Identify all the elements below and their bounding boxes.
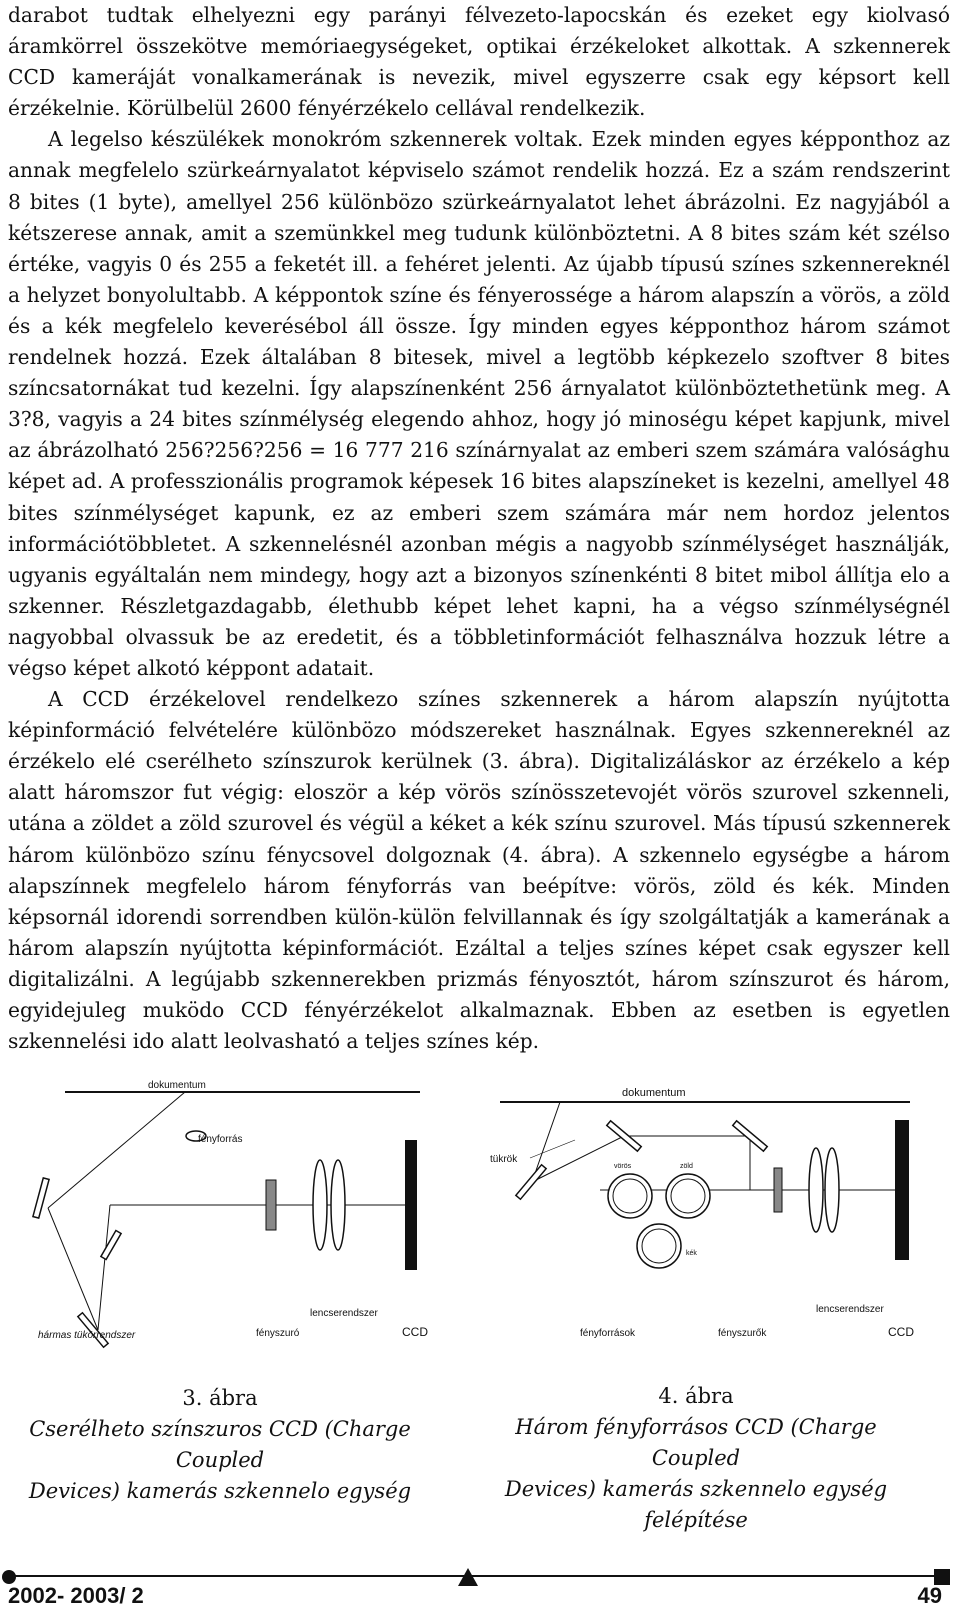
light-source-green (666, 1174, 710, 1218)
label-lencserendszer: lencserendszer (816, 1304, 884, 1315)
figure-4-caption-line-1: Három fényforrásos CCD (Charge Coupled (515, 1415, 877, 1470)
lens-1 (809, 1148, 823, 1232)
ray-2 (48, 1208, 98, 1330)
paragraph-3: A CCD érzékelovel rendelkezo színes szkennerek a három alapszín nyújtotta képinformáció felvételére különbözo módszereket használnak. Egyes szkennereknél az érzékelo elé cserélheto színszurok kerülnek (3. ábra). Digitalizáláskor az érzékelo a kép alatt háromszor fut végig: eloször a kép vörös színösszetevojét vörös szurovel szkenneli, utána a zöldet a zöld szurovel és végül a kéket a kék színu szurovel. Más típusú szkennerek három különbözo színu fénycsovel dolgoznak (4. ábra). A szkennelo egységbe a három alapszínnek megfelelo három fényforrás van beépítve: vörös, zöld és kék. Minden képsornál idorendi sorrendben külön-külön felvillannak és így szolgáltatják a kamerának a három alapszín nyújtotta képinformációt. Ezáltal a teljes színes képet csak egyszer kell digitalizálni. A legújabb szkennerekben prizmás fényosztót, három színszurot és három, egyidejuleg muködo CCD fényérzékelot alkalmaznak. Ebben az esetben is egyetlen szkennelési ido alatt leolvasható a teljes színes kép. (8, 687, 950, 1054)
figure-3-number: 3. ábra (182, 1386, 258, 1410)
label-dokumentum: dokumentum (622, 1087, 686, 1099)
label-fenyforras: fényforrás (198, 1134, 243, 1145)
footer-circle-marker (2, 1570, 16, 1584)
label-kek: kék (686, 1250, 697, 1257)
footer-triangle-marker (458, 1568, 478, 1586)
light-source-blue (637, 1224, 681, 1268)
figure-3-caption (10, 1383, 430, 1507)
label-lencserendszer: lencserendszer (310, 1308, 378, 1319)
color-filter (774, 1168, 782, 1212)
paragraph-2: A legelso készülékek monokróm szkennerek voltak. Ezek minden egyes képponthoz az annak megfelelo szürkeárnyalatot képviselo számot rendelik hozzá. Ez a szám rendszerint 8 bites (1 byte), amellyel 256 különbözo szürkeárnyalatot lehet ábrázolni. Ez nagyjából a kétszerese annak, amit a szemünkkel meg tudunk különböztetni. A 8 bites szám két szélso értéke, vagyis 0 és 255 a feketét ill. a fehéret jelenti. Az újabb típusú színes szkennereknél a helyzet bonyolultabb. A képpontok színe és fényerossége a három alapszín a vörös, a zöld és a kék megfelelo keverésébol áll össze. Így minden egyes képponthoz három számot rendelnek hozzá. Ezek általában 8 bitesek, mivel a legtöbb képkezelo szoftver 8 bites színcsatornákat tud kezelni. Így alapszínenként 256 árnyalatot különböztethetünk meg. A 3?8, vagyis a 24 bites színmélység elegendo ahhoz, hogy jó minoségu képet kapjunk, mivel az ábrázolható 256?256?256 = 16 777 216 színárnyalat az emberi szem számára valósághu képet ad. A professzionális programok képesek 16 bites alapszíneket is kezelni, amellyel 48 bites színmélységet kapunk, ez az emberi szem számára már nem hordoz jelentos információtöbbletet. A szkennelésnél azonban mégis a nagyobb színmélységet használják, ugyanis egyáltalán nem mindegy, hogy azt a bizonyos színenkénti 8 bitet mibol állítja elo a szkenner. Részletgazdagabb, élethubb képet lehet kapni, ha a végso színmélységnél nagyobbal olvassuk be az eredetit, és a többletinformációt felhasználva hozzuk létre a végso képet alkotó képpont adatait. (8, 127, 950, 680)
figure-3-svg (30, 1080, 450, 1380)
footer-markers (0, 1566, 960, 1588)
ray-1 (48, 1092, 185, 1208)
label-tukrok: tükrök (490, 1154, 518, 1165)
mirror-1 (516, 1165, 546, 1199)
ray-3 (98, 1205, 110, 1330)
label-fenyszurok: fényszurők (718, 1328, 767, 1339)
label-fenyforrasok: fényforrások (580, 1328, 636, 1339)
label-zold: zöld (680, 1163, 693, 1170)
light-source-red (608, 1174, 652, 1218)
figure-3-caption-line-1: Cserélheto színszuros CCD (Charge Coupled (29, 1417, 411, 1472)
figure-4-number: 4. ábra (658, 1384, 734, 1408)
label-dokumentum: dokumentum (148, 1080, 206, 1091)
figure-4-caption-line-2: Devices) kamerás szkennelo egység felépítése (504, 1477, 888, 1532)
pointer-line (530, 1140, 575, 1158)
ccd-sensor (405, 1140, 417, 1270)
footer-issue: 2002- 2003/ 2 (8, 1583, 144, 1608)
lens-2 (331, 1160, 345, 1250)
label-ccd: CCD (888, 1325, 914, 1339)
label-harmas-tukorrendszer: hármas tükörrendszer (38, 1330, 136, 1341)
lens-1 (313, 1160, 327, 1250)
figure-3-diagram (30, 1080, 450, 1380)
article-text (8, 0, 950, 1057)
figure-4-diagram (490, 1080, 940, 1380)
mirror-3 (101, 1231, 121, 1260)
footer-page-number: 49 (917, 1583, 942, 1608)
label-ccd: CCD (402, 1325, 428, 1339)
label-voros: vörös (614, 1163, 632, 1170)
paragraph-1: darabot tudtak elhelyezni egy parányi félvezeto-lapocskán és ezeket egy kiolvasó áramkörrel összekötve memóriaegységeket, optikai érzékeloket alkottak. A szkennerek CCD kameráját vonalkamerának is nevezik, mivel egyszerre csak egy képsort kell érzékelnie. Körülbelül 2600 fényérzékelo cellával rendelkezik. (8, 3, 950, 121)
label-fenyszuro: fényszuró (256, 1328, 300, 1339)
figure-4-svg (490, 1080, 940, 1380)
mirror-1 (33, 1178, 49, 1218)
figure-4-caption (476, 1381, 916, 1536)
figure-3-caption-line-2: Devices) kamerás szkennelo egység (28, 1479, 412, 1503)
ccd-sensor (895, 1120, 909, 1260)
color-filter (266, 1180, 276, 1230)
lens-2 (825, 1148, 839, 1232)
